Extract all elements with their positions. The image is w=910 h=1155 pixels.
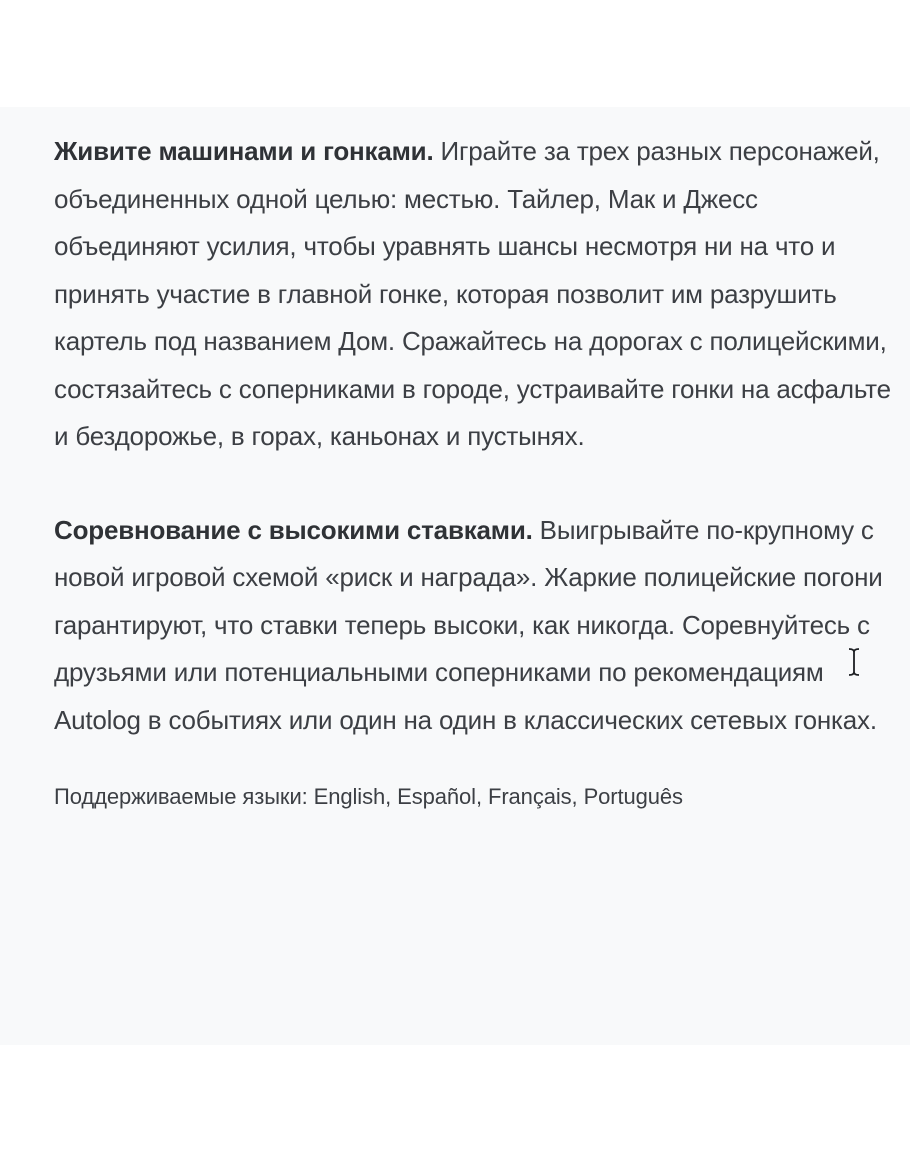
- supported-languages: [54, 782, 899, 812]
- paragraph-body: Выигрывайте по-крупному с новой игровой схемой «риск и награда». Жаркие полицейские погони гарантируют, что ставки теперь высоки, как никогда. Соревнуйтесь с друзьями или потенциальными соперниками по рекомендациям Autolog в событиях или один на один в классических сетевых гонках.: [54, 514, 883, 735]
- languages-label: Поддерживаемые языки:: [54, 784, 308, 809]
- description-paragraph: [54, 128, 899, 461]
- text-cursor-icon: [847, 648, 861, 676]
- paragraph-heading: Живите машинами и гонками.: [54, 136, 434, 166]
- game-description: [54, 128, 899, 812]
- description-paragraph: [54, 507, 899, 745]
- languages-list: English, Español, Français, Português: [313, 784, 683, 809]
- paragraph-heading: Соревнование с высокими ставками.: [54, 514, 533, 545]
- paragraph-body: Играйте за трех разных персонажей, объединенных одной целью: местью. Тайлер, Мак и Джесс объединяют усилия, чтобы уравнять шансы несмотря ни на что и принять участие в главной гонке, которая позволит им разрушить картель под названием Дом. Сражайтесь на дорогах с полицейскими, состязайтесь с соперниками в городе, устраивайте гонки на асфальте и бездорожье, в горах, каньонах и пустынях.: [54, 136, 891, 451]
